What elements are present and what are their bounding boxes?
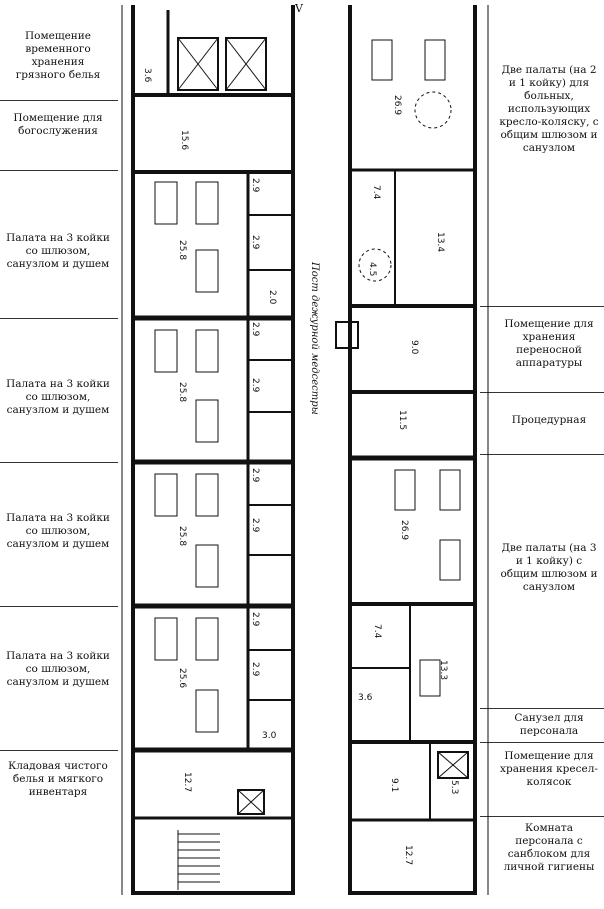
area-ward-1-wc: 2.9 (250, 235, 260, 250)
area-staff-wc: 3.6 (358, 693, 373, 703)
label-ward-1: Палата на 3 койки со шлюзом, санузлом и душем (6, 232, 110, 270)
area-dirty-linen: 3.6 (142, 68, 152, 83)
area-staff-room: 12.7 (403, 845, 413, 866)
area-ward-2: 25.8 (177, 382, 187, 403)
label-portable-equipment: Помещение для хранения переносной аппаратуры (504, 318, 594, 369)
area-wheelchair-store: 5.3 (449, 780, 459, 795)
label-ward-4: Палата на 3 койки со шлюзом, санузлом и душем (6, 650, 110, 688)
area-wheelchair-small: 4.5 (367, 262, 377, 277)
label-staff-wc: Санузел для персонала (514, 712, 584, 737)
corridor-label: Пост дежурной медсестры (309, 262, 320, 415)
area-ward-3-wc: 2.9 (250, 518, 260, 533)
area-ward-4-lock: 2.9 (250, 612, 260, 627)
area-wheelchair-lock: 7.4 (371, 185, 381, 200)
area-wheelchair-ward: 26.9 (392, 95, 402, 116)
label-procedure: Процедурная (511, 414, 587, 426)
area-ward-right-lock: 7.4 (372, 624, 382, 639)
area-ward-4: 25.6 (177, 668, 187, 689)
label-wards-right: Две палаты (на 3 и 1 койку) с общим шлюзом и санузлом (500, 542, 598, 593)
label-wheelchair-store: Помещение для хранения кресел-колясок (500, 750, 598, 788)
area-ward-4-wc: 2.9 (250, 662, 260, 677)
label-wheelchair-wards: Две палаты (на 2 и 1 койку) для больных, использующих кресло-коляску, с общим шлюзом и санузлом (499, 64, 599, 154)
area-worship: 15.6 (179, 130, 189, 151)
label-clean-linen: Кладовая чистого белья и мягкого инвентаря (8, 760, 108, 798)
label-staff-room: Комната персонала с санблоком для личной гигиены (503, 822, 595, 873)
area-wheelchair-wc: 13.4 (435, 232, 445, 253)
area-portable-equipment: 9.0 (409, 340, 419, 355)
area-clean-linen: 12.7 (182, 772, 192, 793)
label-ward-2: Палата на 3 койки со шлюзом, санузлом и душем (6, 378, 110, 416)
label-worship: Помещение для богослужения (13, 112, 103, 137)
label-dirty-linen: Помещение временного хранения грязного белья (15, 30, 101, 81)
area-ward-3: 25.8 (177, 526, 187, 547)
area-ward-3-lock: 2.9 (250, 468, 260, 483)
area-ward-1-lock: 2.9 (250, 178, 260, 193)
area-procedure: 11.5 (397, 410, 407, 431)
area-ward-1: 25.8 (177, 240, 187, 261)
area-ward-2-lock: 2.9 (250, 322, 260, 337)
area-ward-2-wc: 2.9 (250, 378, 260, 393)
area-ward-right-wc: 13.3 (438, 660, 448, 681)
area-ward-right: 26.9 (399, 520, 409, 541)
area-ward-4-shower: 3.0 (262, 731, 277, 741)
area-staff-small: 9.1 (389, 778, 399, 793)
area-ward-1-shower: 2.0 (267, 290, 277, 305)
label-ward-3: Палата на 3 койки со шлюзом, санузлом и душем (6, 512, 110, 550)
top-mark: V (295, 2, 303, 15)
